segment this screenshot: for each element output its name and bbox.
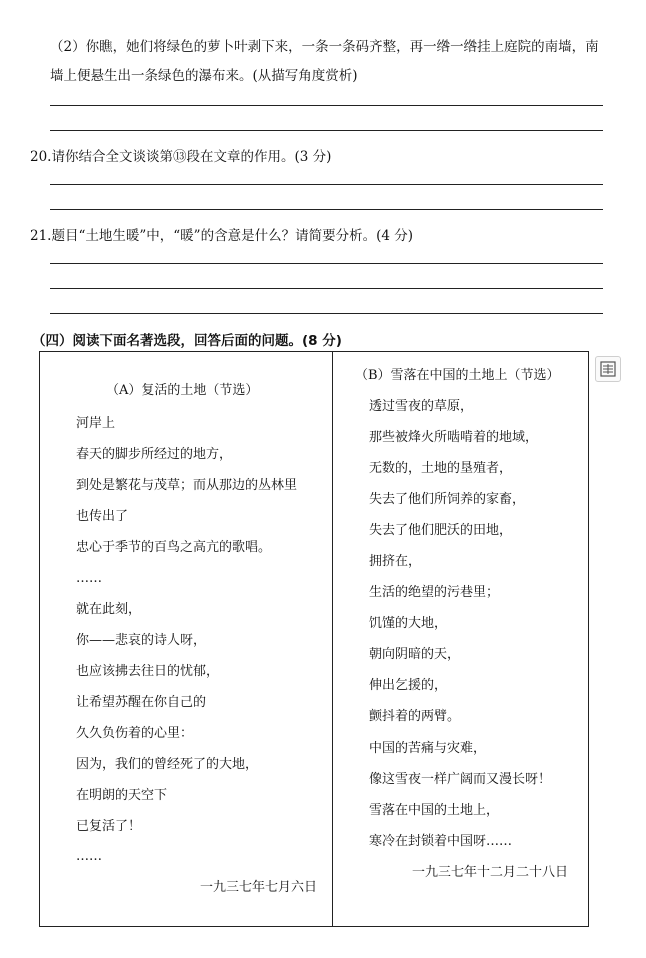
answer-line [50, 263, 603, 264]
poem-b-date: 一九三七年十二月二十八日 [412, 865, 569, 880]
poem-b-line: 失去了他们所饲养的家畜， [369, 492, 526, 507]
poem-b-line: 那些被烽火所啮啃着的地域， [369, 430, 539, 445]
poem-a-line: 也应该拂去往日的忧郁， [76, 664, 220, 679]
q21-text: 21.题目“土地生暖”中，“暖”的含意是什么？请简要分析。(4 分) [30, 228, 413, 244]
poem-a-date: 一九三七年七月六日 [200, 880, 318, 895]
poem-b-line: 失去了他们肥沃的田地， [369, 523, 513, 538]
column-divider [332, 351, 333, 927]
answer-line [50, 313, 603, 314]
q20-text: 20.请你结合全文谈谈第⑬段在文章的作用。(3 分) [30, 149, 332, 165]
poem-b-line: 生活的绝望的污巷里； [369, 585, 500, 600]
poem-a-line: 让希望苏醒在你自己的 [76, 695, 207, 710]
q19-part2-line2: 墙上便悬生出一条绿色的瀑布来。(从描写角度赏析) [50, 68, 358, 84]
poem-b-line: 颤抖着的两臂。 [369, 709, 461, 724]
poem-a-line: 已复活了！ [76, 819, 142, 834]
answer-line [50, 288, 603, 289]
q19-part2-line1: （2）你瞧，她们将绿色的萝卜叶剥下来，一条一条码齐整，再一绺一绺挂上庭院的南墙，南 [50, 39, 599, 55]
answer-line [50, 130, 603, 131]
poem-b-line: 饥馑的大地， [369, 616, 448, 631]
section4-heading: （四）阅读下面名著选段，回答后面的问题。(8 分) [32, 333, 342, 349]
poem-a-line: 河岸上 [76, 416, 116, 431]
answer-line [50, 105, 603, 106]
qr-scan-glyph [600, 361, 616, 377]
poem-b-line: 中国的苦痛与灾难， [369, 741, 487, 756]
poem-b-line: 像这雪夜一样广阔而又漫长呀！ [369, 772, 552, 787]
poem-a-ellipsis: …… [76, 849, 102, 864]
poem-b-line: 无数的，土地的垦殖者， [369, 461, 513, 476]
poem-b-line: 寒冷在封锁着中国呀…… [369, 834, 513, 849]
poem-b-line: 朝向阴暗的天， [369, 647, 461, 662]
poem-b-line: 伸出乞援的， [369, 678, 448, 693]
poem-a-title: （A）复活的土地（节选） [106, 383, 259, 398]
poem-a-line: 春天的脚步所经过的地方， [76, 447, 233, 462]
answer-line [50, 184, 603, 185]
poem-a-line: 到处是繁花与茂草；而从那边的丛林里 [76, 478, 298, 493]
poem-a-ellipsis: …… [76, 571, 102, 586]
poem-b-line: 透过雪夜的草原， [369, 399, 474, 414]
poem-a-line: 久久负伤着的心里： [76, 726, 194, 741]
poem-a-line: 你——悲哀的诗人呀， [76, 633, 207, 648]
qr-scan-icon[interactable] [595, 356, 621, 382]
poem-a-line: 因为，我们的曾经死了的大地， [76, 757, 259, 772]
poem-a-line: 就在此刻， [76, 602, 142, 617]
poem-b-line: 拥挤在， [369, 554, 422, 569]
answer-line [50, 209, 603, 210]
poem-a-line: 忠心于季节的百鸟之高亢的歌唱。 [76, 540, 272, 555]
poem-b-title: （B）雪落在中国的土地上（节选） [355, 368, 560, 383]
poem-a-line: 在明朗的天空下 [76, 788, 168, 803]
poem-b-line: 雪落在中国的土地上， [369, 803, 500, 818]
poem-a-line: 也传出了 [76, 509, 129, 524]
